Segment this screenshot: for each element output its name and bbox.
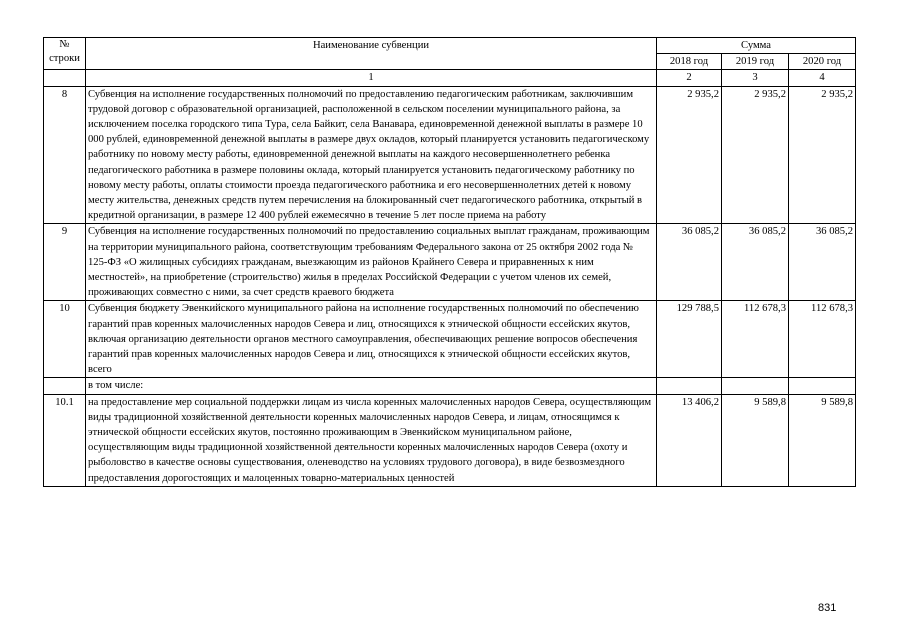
header-row-top [44, 38, 856, 54]
header-year-2019: 2019 год [722, 54, 789, 70]
header-sum: Сумма [657, 38, 856, 54]
header-colnum-4: 4 [789, 70, 856, 86]
row-amount-2018: 2 935,2 [657, 86, 722, 224]
row-amount-2020 [789, 378, 856, 394]
header-year-2018: 2018 год [657, 54, 722, 70]
header-colnum-3: 3 [722, 70, 789, 86]
row-amount-2018 [657, 378, 722, 394]
header-row-number-line2: строки [49, 53, 80, 64]
subventions-table [43, 37, 856, 487]
header-year-2020: 2020 год [789, 54, 856, 70]
table-row [44, 86, 856, 224]
row-number: 10.1 [44, 394, 86, 486]
row-amount-2020: 9 589,8 [789, 394, 856, 486]
row-subvention-name: Субвенция на исполнение государственных полномочий по предоставлению педагогическим работникам, заключившим трудовой договор с образовательной организацией, расположенной в сельском поселении муниципального района, за исключением поселка городского типа Тура, села Байкит, села Ванавара, единовременной денежной выплаты в размере 10 000 рублей, единовременной денежной выплаты в размере двух окладов, который планируется установить педагогическому работнику по новому месту работы, единовременной денежной выплаты на каждого несовершеннолетнего ребенка педагогического работника в размере половины оклада, который планируется установить педагогическому работнику по новому месту работы, оплаты стоимости проезда педагогического работника и его несовершеннолетних детей к новому месту жительства, денежных средств путем перечисления на блокированный счет педагогического работника, открытый в кредитной организации, в размере 12 400 рублей ежемесячно в течение 5 лет после приема на работу [86, 86, 657, 224]
row-subvention-name: Субвенция на исполнение государственных полномочий по предоставлению социальных выплат гражданам, проживающим на территории муниципального района, соответствующим требованиям Федерального закона от 25 октября 2002 года № 125-ФЗ «О жилищных субсидиях гражданам, выезжающим из районов Крайнего Севера и приравненных к ним местностей», на приобретение (строительство) жилья в пределах Российской Федерации с учетом членов их семей, проживающих совместно с ними, за счет средств краевого бюджета [86, 224, 657, 301]
header-row-number-line1: № [59, 39, 70, 50]
header-row-number [44, 38, 86, 70]
row-number [44, 378, 86, 394]
header-colnum-2: 2 [657, 70, 722, 86]
row-subvention-name: в том числе: [86, 378, 657, 394]
row-amount-2019: 112 678,3 [722, 301, 789, 378]
table-row [44, 394, 856, 486]
page-number: 831 [818, 602, 837, 614]
row-number: 9 [44, 224, 86, 301]
table-row [44, 224, 856, 301]
header-colnum-empty [44, 70, 86, 86]
row-amount-2018: 129 788,5 [657, 301, 722, 378]
row-amount-2019 [722, 378, 789, 394]
row-amount-2019: 36 085,2 [722, 224, 789, 301]
row-amount-2018: 36 085,2 [657, 224, 722, 301]
row-amount-2019: 9 589,8 [722, 394, 789, 486]
row-subvention-name: на предоставление мер социальной поддержки лицам из числа коренных малочисленных народов Севера, осуществляющим виды традиционной хозяйственной деятельности коренных малочисленных народов Севера, и лицам, относящимся к этнической общности ессейских якутов, постоянно проживающим в Эвенкийском муниципальном районе, осуществляющим виды традиционной хозяйственной деятельности коренных малочисленных народов Севера (охоту и рыболовство в качестве основы существования, оленеводство на условиях трудового договора), в виде безвозмездного предоставления дорогостоящих и малоценных товарно-материальных ценностей [86, 394, 657, 486]
table-row [44, 301, 856, 378]
row-amount-2020: 112 678,3 [789, 301, 856, 378]
row-amount-2018: 13 406,2 [657, 394, 722, 486]
row-number: 8 [44, 86, 86, 224]
table-row [44, 378, 856, 394]
row-number: 10 [44, 301, 86, 378]
row-subvention-name: Субвенция бюджету Эвенкийского муниципального района на исполнение государственных полномочий по обеспечению гарантий прав коренных малочисленных народов Севера и лиц, относящихся к этнической общности ессейских якутов, включая организацию деятельности органов местного самоуправления, обеспечивающих решение вопросов обеспечения гарантий прав коренных малочисленных народов Севера и лиц, относящихся к этнической общности ессейских якутов, всего [86, 301, 657, 378]
header-colnum-1: 1 [86, 70, 657, 86]
header-subvention-name: Наименование субвенции [86, 38, 657, 70]
header-row-column-numbers [44, 70, 856, 86]
row-amount-2020: 36 085,2 [789, 224, 856, 301]
row-amount-2019: 2 935,2 [722, 86, 789, 224]
row-amount-2020: 2 935,2 [789, 86, 856, 224]
